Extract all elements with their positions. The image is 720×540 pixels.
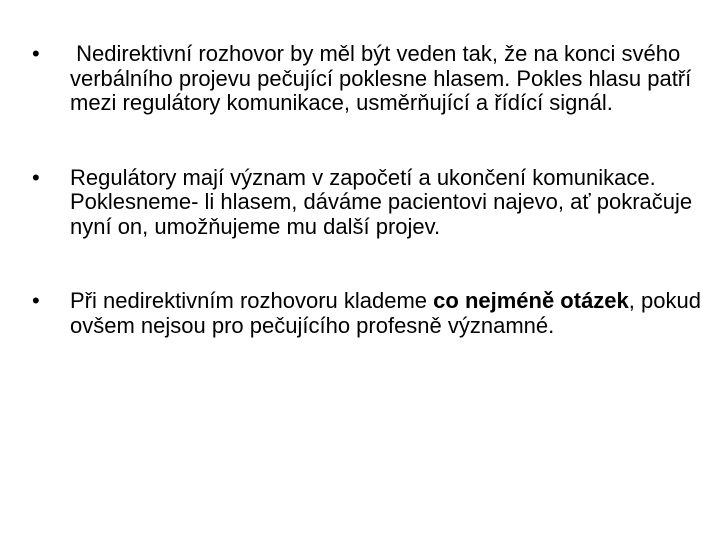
- bullet-icon: •: [32, 288, 40, 313]
- bullet-text: [70, 289, 702, 338]
- bullet-icon: •: [32, 41, 40, 66]
- bullet-icon: •: [32, 164, 40, 190]
- bullet-text: Nedirektivní rozhovor by měl být veden tak, že na konci svého verbálního projevu pečující poklesne hlasem. Pokles hlasu patří mezi regulátory komunikace, usměrňující a řídící signál.: [70, 41, 698, 115]
- bullet-text: Regulátory mají význam v započetí a ukončení komunikace. Poklesneme- li hlasem, dáváme pacientovi najevo, ať pokračuje nyní on, umožňujeme mu další projev.: [70, 164, 693, 239]
- bullet-text-after: , pokud ovšem nejsou pro pečujícího profesně významné.: [70, 288, 701, 338]
- bullet-text-emphasis: co nejméně otázek: [433, 288, 629, 313]
- bullet-text-before: Při nedirektivním rozhovoru klademe: [70, 288, 434, 313]
- bullet-list: [32, 42, 702, 338]
- bullet-item-questions: [32, 289, 702, 338]
- bullet-item-regulators: [32, 166, 702, 240]
- bullet-item-nondirective-interview: [32, 42, 702, 116]
